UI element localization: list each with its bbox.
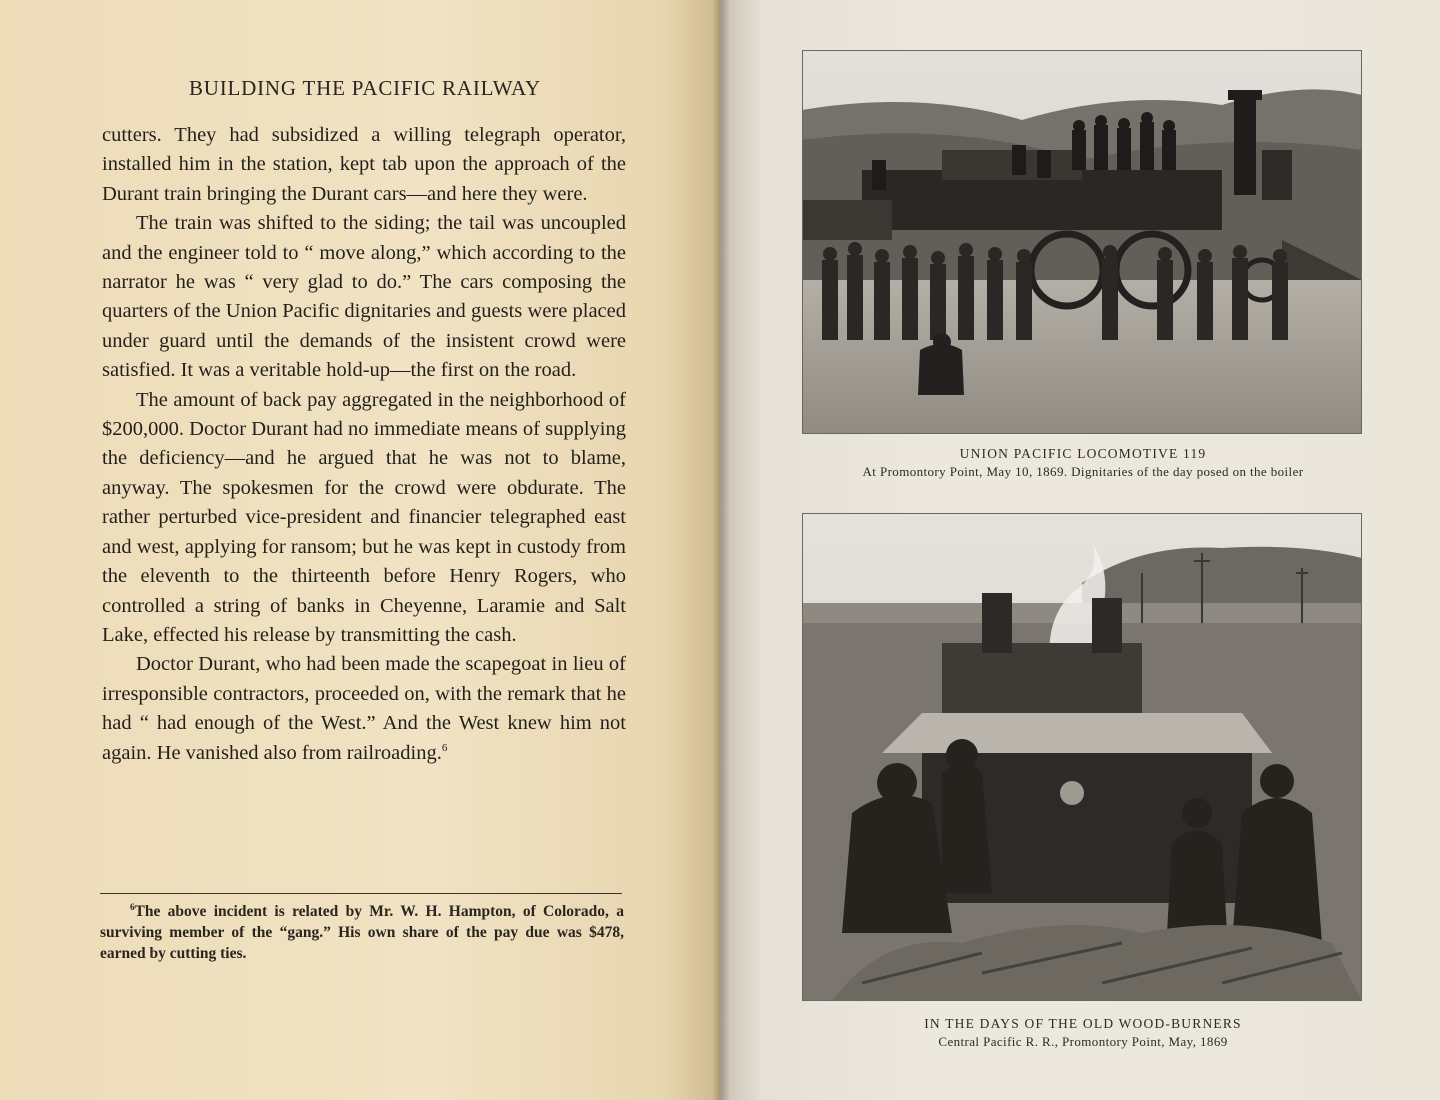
running-head: BUILDING THE PACIFIC RAILWAY: [188, 76, 541, 100]
wood-burners-photo-illustration: [802, 513, 1362, 1001]
footnote-reference[interactable]: 6: [441, 741, 448, 754]
footnote-marker: 6: [130, 901, 135, 912]
plate2-caption-subtitle: Central Pacific R. R., Promontory Point, May, 1869: [938, 1034, 1228, 1049]
book-gutter: [712, 0, 730, 1100]
paragraph-4: [102, 650, 626, 768]
plate1-caption-subtitle: At Promontory Point, May 10, 1869. Dignitaries of the day posed on the boiler: [862, 464, 1304, 479]
body-text: [102, 121, 626, 768]
paragraph-3: The amount of back pay aggregated in the neighborhood of $200,000. Doctor Durant had no immediate means of supplying the deficiency—and he argued that he was not to blame, anyway. The spokesmen for the crowd were obdurate. The rather perturbed vice-president and financier telegraphed east and west, applying for ransom; but he was kept in custody from the eleventh to the thirteenth before Henry Rogers, who controlled a string of banks in Cheyenne, Laramie and Salt Lake, effected his release by transmitting the cash.: [102, 388, 626, 646]
paragraph-2: The train was shifted to the siding; the tail was uncoupled and the engineer told to “ move along,” which according to the narrator he was “ very glad to do.” The cars composing the quarters of the Union Pacific dignitaries and guests were placed under guard until the demands of the insistent crowd were satisfied. It was a veritable hold-up—the first on the road.: [102, 212, 626, 382]
photo-locomotive-119: [802, 50, 1362, 434]
locomotive-photo-illustration: [802, 50, 1362, 434]
plate2-caption-title: IN THE DAYS OF THE OLD WOOD-BURNERS: [924, 1016, 1242, 1031]
photo-wood-burners: [802, 513, 1362, 1001]
footnote-rule: [100, 893, 622, 894]
paragraph-1: cutters. They had subsidized a willing telegraph operator, installed him in the station, kept tab upon the approach of the Durant train bringing the Durant cars—and here they were.: [102, 124, 626, 205]
footnote-text: The above incident is related by Mr. W. H. Hampton, of Colorado, a surviving member of the “gang.” His own share of the pay due was $478, earned by cutting ties.: [100, 903, 624, 962]
footnote: [100, 901, 624, 964]
paragraph-4-text: Doctor Durant, who had been made the scapegoat in lieu of irresponsible contractors, proceeded on, with the remark that he had “ had enough of the West.” And the West knew him not again. He vanished also from railroading.: [102, 653, 626, 764]
plate1-caption-title: UNION PACIFIC LOCOMOTIVE 119: [959, 446, 1207, 461]
